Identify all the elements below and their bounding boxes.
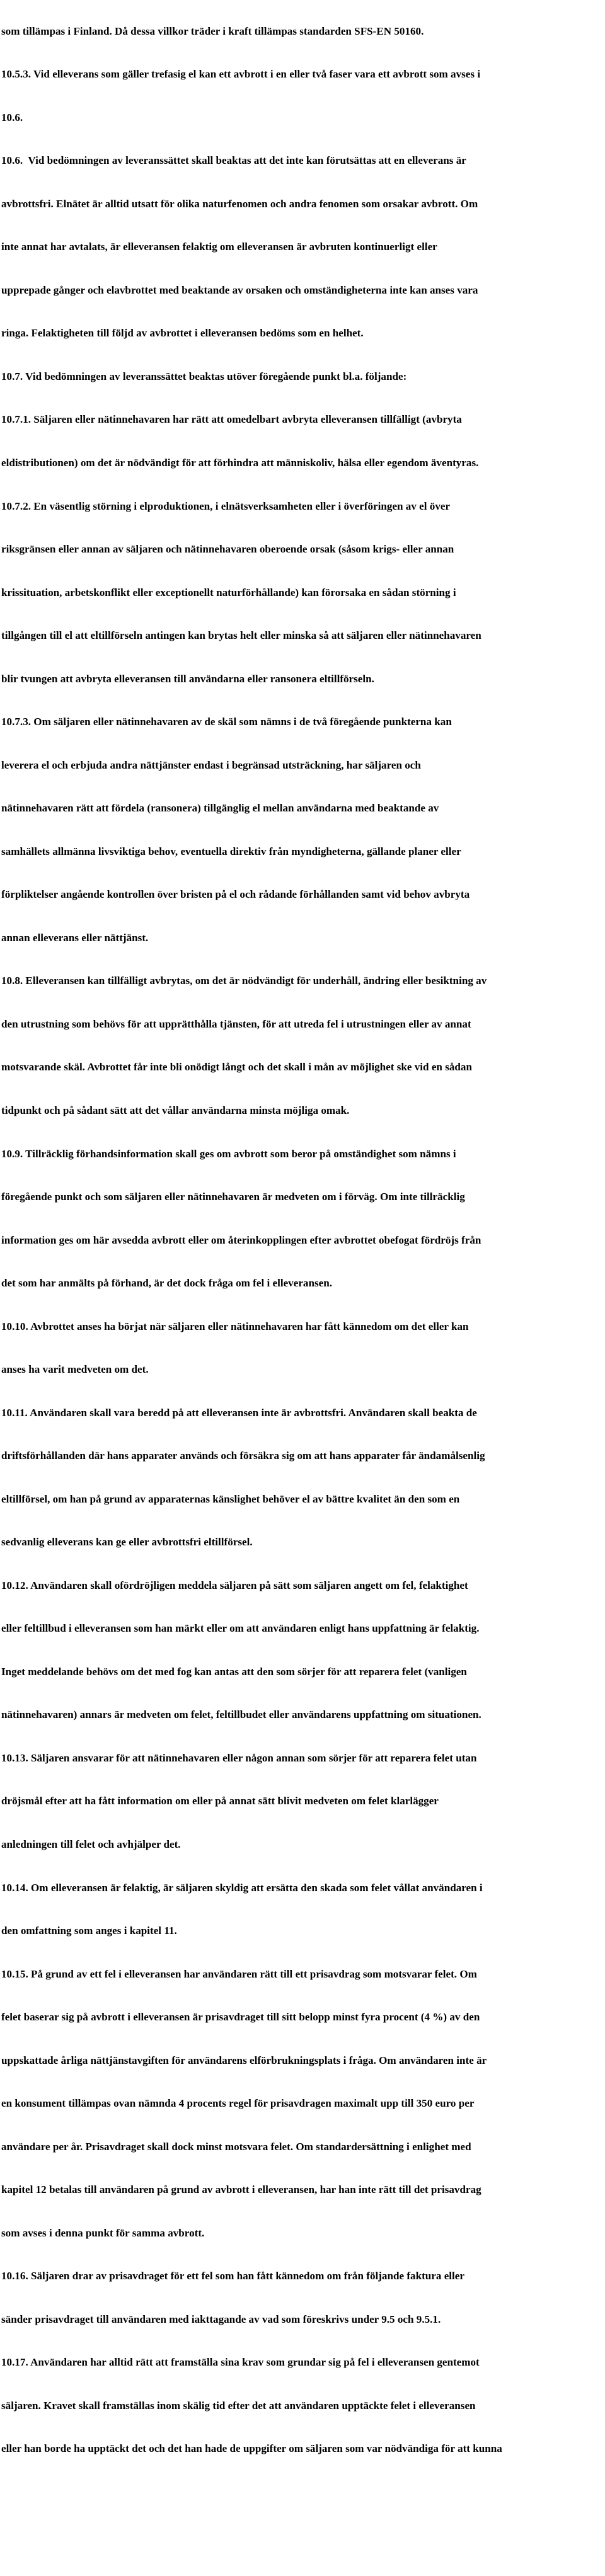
text-line: dröjsmål efter att ha fått information om eller på annat sätt blivit medveten om felet klarlägger — [1, 1795, 439, 1807]
text-line: leverera el och erbjuda andra nättjänster endast i begränsad utsträckning, har säljaren och — [1, 758, 421, 771]
text-line: en konsument tillämpas ovan nämnda 4 procents regel för prisavdragen maximalt upp till 350 euro per — [1, 2097, 475, 2110]
text-line: 10.6. Vid bedömningen av leveranssättet skall beaktas att det inte kan förutsättas att en elleverans är — [1, 154, 466, 167]
text-line: den utrustning som behövs för att upprätthålla tjänsten, för att utreda fel i utrustningen eller av annat — [1, 1017, 471, 1030]
text-line: anses ha varit medveten om det. — [1, 1363, 149, 1376]
text-line: den omfattning som anges i kapitel 11. — [1, 1925, 177, 1937]
text-line: som avses i denna punkt för samma avbrott. — [1, 2226, 205, 2239]
text-line: samhällets allmänna livsviktiga behov, eventuella direktiv från myndigheterna, gällande planer eller — [1, 845, 461, 857]
text-line: 10.15. På grund av ett fel i elleveransen har användaren rätt till ett prisavdrag som motsvarar felet. Om — [1, 1967, 477, 1980]
text-line: 10.16. Säljaren drar av prisavdraget för ett fel som han fått kännedom om från följande faktura eller — [1, 2270, 464, 2282]
text-line: avbrottsfri. Elnätet är alltid utsatt för olika naturfenomen och andra fenomen som orsakar avbrott. Om — [1, 197, 478, 210]
text-line: upprepade gånger och elavbrottet med beaktande av orsaken och omständigheterna inte kan anses vara — [1, 283, 478, 296]
text-line: uppskattade årliga nättjänstavgiften för användarens elförbrukningsplats i fråga. Om användaren inte är — [1, 2054, 487, 2066]
document-body — [1, 0, 602, 2572]
text-line: motsvarande skäl. Avbrottet får inte bli onödigt långt och det skall i mån av möjlighet ske vid en sådan — [1, 1061, 472, 1073]
text-line: eltillförsel, om han på grund av apparaternas känslighet behöver el av bättre kvalitet än den som en — [1, 1492, 460, 1505]
text-line: föregående punkt och som säljaren eller nätinnehavaren är medveten om i förväg. Om inte tillräcklig — [1, 1191, 465, 1203]
text-line: som tillämpas i Finland. Då dessa villkor träder i kraft tillämpas standarden SFS-EN 50160. — [1, 25, 424, 37]
text-line: sänder prisavdraget till användaren med iakttagande av vad som föreskrivs under 9.5 och 9.5.1. — [1, 2313, 441, 2325]
text-line: säljaren. Kravet skall framställas inom skälig tid efter det att användaren upptäckte felet i elleveransen — [1, 2399, 476, 2412]
text-line: 10.14. Om elleveransen är felaktig, är säljaren skyldig att ersätta den skada som felet vållat användaren i — [1, 1881, 483, 1894]
text-line: tillgången till el att eltillförseln antingen kan brytas helt eller minska så att säljaren eller nätinnehavaren — [1, 629, 481, 642]
text-line: blir tvungen att avbryta elleveransen till användarna eller ransonera eltillförseln. — [1, 672, 374, 685]
text-line: kapitel 12 betalas till användaren på grund av avbrott i elleveransen, har han inte rätt till det prisavdrag — [1, 2184, 481, 2196]
text-line: driftsförhållanden där hans apparater används och försäkra sig om att hans apparater får ändamålsenlig — [1, 1450, 485, 1462]
text-line: 10.7.3. Om säljaren eller nätinnehavaren av de skäl som nämns i de två föregående punkterna kan — [1, 716, 452, 728]
text-line — [1, 2529, 602, 2543]
text-line: 10.7.1. Säljaren eller nätinnehavaren har rätt att omedelbart avbryta elleveransen tillfälligt (avbryta — [1, 413, 462, 426]
text-line: 10.5.3. Vid elleverans som gäller trefasig el kan ett avbrott i en eller två faser vara ett avbrott som avses i — [1, 68, 481, 81]
text-line: 10.8. Elleveransen kan tillfälligt avbrytas, om det är nödvändigt för underhåll, ändring eller besiktning av — [1, 975, 487, 987]
text-line: 10.12. Användaren skall ofördröjligen meddela säljaren på sätt som säljaren angett om fel, felaktighet — [1, 1579, 468, 1591]
text-line: annan elleverans eller nättjänst. — [1, 931, 149, 944]
text-line: förpliktelser angående kontrollen över bristen på el och rådande förhållanden samt vid behov avbryta — [1, 888, 470, 901]
text-line: det som har anmälts på förhand, är det dock fråga om fel i elleveransen. — [1, 1277, 332, 1290]
text-line — [1, 2485, 602, 2500]
text-line: 10.7.2. En väsentlig störning i elproduktionen, i elnätsverksamheten eller i överföringen av el över — [1, 500, 451, 512]
text-line: 10.6. — [1, 111, 23, 123]
text-line: 10.10. Avbrottet anses ha börjat när säljaren eller nätinnehavaren har fått kännedom om det eller kan — [1, 1320, 469, 1332]
text-line: 10.7. Vid bedömningen av leveranssättet beaktas utöver föregående punkt bl.a. följande: — [1, 370, 407, 382]
text-line: ringa. Felaktigheten till följd av avbrottet i elleveransen bedöms som en helhet. — [1, 327, 364, 340]
text-line: 10.17. Användaren har alltid rätt att framställa sina krav som grundar sig på fel i elleveransen gentemot — [1, 2356, 480, 2369]
text-line: nätinnehavaren) annars är medveten om felet, feltillbudet eller användarens uppfattning om situationen. — [1, 1709, 481, 1721]
text-line: 10.11. Användaren skall vara beredd på att elleveransen inte är avbrottsfri. Användaren skall beakta de — [1, 1406, 477, 1419]
text-line: 10.13. Säljaren ansvarar för att nätinnehavaren eller någon annan som sörjer för att reparera felet utan — [1, 1751, 477, 1764]
text-line: information ges om här avsedda avbrott eller om återinkopplingen efter avbrottet obefogat fördröjs från — [1, 1234, 481, 1246]
text-line: Inget meddelande behövs om det med fog kan antas att den som sörjer för att reparera felet (vanligen — [1, 1665, 467, 1678]
text-line: felet baserar sig på avbrott i elleveransen är prisavdraget till sitt belopp minst fyra procent (4 %) av den — [1, 2011, 480, 2024]
text-line: eller feltillbud i elleveransen som han märkt eller om att användaren enligt hans uppfattning är felaktig. — [1, 1622, 480, 1635]
text-line: 10.9. Tillräcklig förhandsinformation skall ges om avbrott som beror på omständighet som nämns i — [1, 1147, 456, 1160]
text-line: sedvanlig elleverans kan ge eller avbrottsfri eltillförsel. — [1, 1536, 253, 1548]
text-line: riksgränsen eller annan av säljaren och nätinnehavaren oberoende orsak (såsom krigs- eller annan — [1, 543, 454, 556]
text-line: tidpunkt och på sådant sätt att det vållar användarna minsta möjliga omak. — [1, 1104, 350, 1116]
text-line: nätinnehavaren rätt att fördela (ransonera) tillgänglig el mellan användarna med beaktande av — [1, 802, 439, 815]
text-line: krissituation, arbetskonflikt eller exceptionellt naturförhållande) kan förorsaka en sådan störning i — [1, 586, 456, 598]
text-line: eldistributionen) om det är nödvändigt för att förhindra att människoliv, hälsa eller egendom äventyras. — [1, 457, 479, 469]
text-line: eller han borde ha upptäckt det och det han hade de uppgifter om säljaren som var nödvändiga för att kunna — [1, 2442, 502, 2455]
text-line: anledningen till felet och avhjälper det. — [1, 1838, 181, 1850]
text-line: inte annat har avtalats, är elleveransen felaktig om elleveransen är avbruten kontinuerligt eller — [1, 241, 437, 253]
text-line: användare per år. Prisavdraget skall dock minst motsvara felet. Om standardersättning i enlighet med — [1, 2140, 471, 2153]
